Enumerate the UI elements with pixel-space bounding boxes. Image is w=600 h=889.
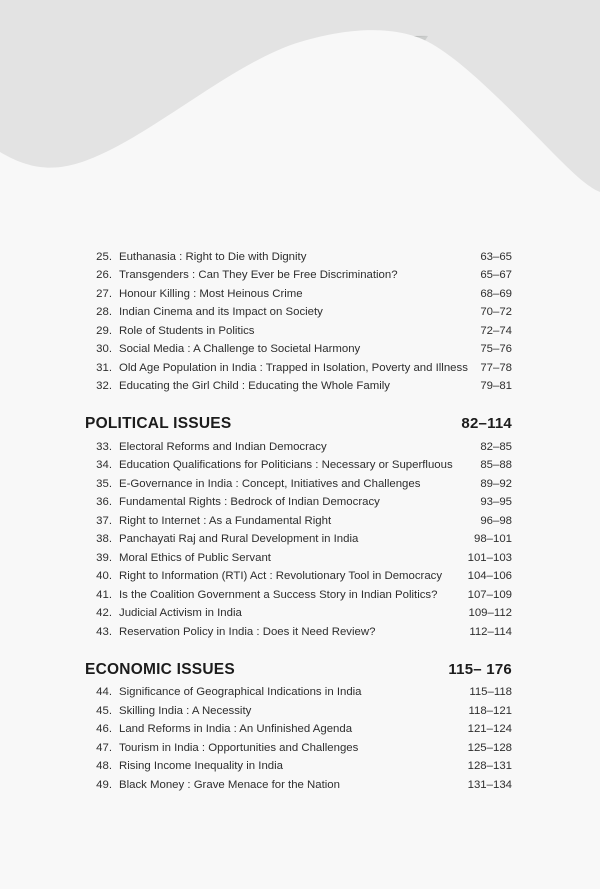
entry-title: Education Qualifications for Politicians : Necessary or Superfluous [119, 460, 453, 472]
toc-entry[interactable] [85, 605, 512, 624]
entry-page-range: 112–114 [469, 625, 512, 638]
entry-number: 49. [96, 778, 112, 791]
entry-title: Euthanasia : Right to Die with Dignity [119, 251, 307, 263]
entry-number: 29. [96, 324, 112, 337]
toc-entry[interactable] [85, 721, 512, 740]
entry-number: 43. [96, 625, 112, 638]
entry-title: Transgenders : Can They Ever be Free Discrimination? [119, 270, 398, 282]
table-of-contents [0, 248, 600, 795]
toc-entry[interactable] [85, 776, 512, 795]
entry-number: 25. [96, 250, 112, 263]
entry-title: Land Reforms in India : An Unfinished Agenda [119, 724, 353, 736]
entry-number: 41. [96, 588, 112, 601]
entry-title: Role of Students in Politics [119, 325, 255, 337]
entry-page-range: 121–124 [467, 723, 512, 736]
toc-section-economic-issues [85, 661, 512, 795]
entry-title: Social Media : A Challenge to Societal Harmony [119, 344, 361, 356]
toc-entry[interactable] [85, 623, 512, 642]
entry-number: 39. [96, 551, 112, 564]
toc-entry[interactable] [85, 438, 512, 457]
entry-number: 42. [96, 607, 112, 620]
entry-title: Significance of Geographical Indications in India [119, 687, 362, 699]
toc-entry[interactable] [85, 684, 512, 703]
entry-title: Electoral Reforms and Indian Democracy [119, 441, 327, 453]
toc-entry[interactable] [85, 568, 512, 587]
entry-page-range: 131–134 [467, 778, 512, 791]
toc-entry[interactable] [85, 378, 512, 397]
entry-page-range: 75–76 [480, 343, 512, 356]
entry-number: 46. [96, 723, 112, 736]
entry-number: 36. [96, 496, 112, 509]
toc-entry[interactable] [85, 702, 512, 721]
toc-entry[interactable] [85, 457, 512, 476]
entry-page-range: 70–72 [480, 306, 512, 319]
entry-page-range: 98–101 [473, 533, 512, 546]
toc-section-political-issues [85, 415, 512, 642]
entry-title: E-Governance in India : Concept, Initiatives and Challenges [119, 478, 421, 490]
entry-title: Educating the Girl Child : Educating the Whole Family [119, 381, 390, 393]
entry-title: Fundamental Rights : Bedrock of Indian Democracy [119, 497, 380, 509]
toc-entry[interactable] [85, 322, 512, 341]
entry-page-range: 109–112 [468, 607, 512, 620]
entry-page-range: 77–78 [480, 361, 512, 374]
entry-page-range: 65–67 [480, 269, 512, 282]
section-title: ECONOMIC ISSUES [85, 660, 235, 678]
entry-page-range: 89–92 [480, 477, 512, 490]
entry-page-range: 85–88 [480, 459, 512, 472]
entry-title: Reservation Policy in India : Does it Need Review? [119, 626, 376, 638]
entry-number: 34. [96, 459, 112, 472]
entry-title: Panchayati Raj and Rural Development in India [119, 534, 359, 546]
toc-entry[interactable] [85, 586, 512, 605]
entry-number: 28. [96, 306, 112, 319]
entry-number: 38. [96, 533, 112, 546]
entry-page-range: 63–65 [480, 250, 512, 263]
entry-title: Skilling India : A Necessity [119, 705, 252, 717]
entry-page-range: 125–128 [467, 741, 512, 754]
entry-number: 33. [96, 440, 112, 453]
section-title: POLITICAL ISSUES [85, 415, 232, 432]
toc-entry[interactable] [85, 304, 512, 323]
entry-page-range: 118–121 [468, 704, 512, 717]
entry-title: Right to Internet : As a Fundamental Right [119, 515, 332, 527]
entry-number: 44. [96, 686, 112, 699]
entry-page-range: 96–98 [480, 514, 512, 527]
entry-page-range: 115–118 [469, 686, 512, 699]
entry-page-range: 107–109 [467, 588, 512, 601]
entry-number: 26. [96, 269, 112, 282]
entry-number: 45. [96, 704, 112, 717]
header-decoration [0, 0, 600, 230]
entry-title: Honour Killing : Most Heinous Crime [119, 288, 303, 300]
section-header-economic-issues [85, 661, 512, 679]
toc-entry[interactable] [85, 531, 512, 550]
toc-entry[interactable] [85, 248, 512, 267]
toc-entry[interactable] [85, 267, 512, 286]
entry-title: Right to Information (RTI) Act : Revolutionary Tool in Democracy [119, 571, 443, 583]
entry-page-range: 82–85 [480, 440, 512, 453]
toc-entry[interactable] [85, 285, 512, 304]
section-page-range: 82–114 [461, 415, 512, 432]
toc-entry[interactable] [85, 341, 512, 360]
entry-page-range: 128–131 [467, 760, 512, 773]
section-header-political-issues [85, 415, 512, 433]
toc-entry[interactable] [85, 549, 512, 568]
entry-number: 48. [96, 760, 112, 773]
entry-number: 47. [96, 741, 112, 754]
toc-entry[interactable] [85, 758, 512, 777]
entry-title: Rising Income Inequality in India [119, 761, 283, 773]
entry-page-range: 79–81 [480, 380, 512, 393]
entry-title: Black Money : Grave Menace for the Nation [119, 779, 340, 791]
entry-title: Judicial Activism in India [119, 608, 242, 620]
entry-page-range: 93–95 [480, 496, 512, 509]
entry-title: Moral Ethics of Public Servant [119, 552, 271, 564]
entry-number: 37. [96, 514, 112, 527]
entry-title: Tourism in India : Opportunities and Challenges [119, 742, 359, 754]
entry-title: Old Age Population in India : Trapped in Isolation, Poverty and Illness [119, 362, 468, 374]
entry-title: Is the Coalition Government a Success Story in Indian Politics? [119, 589, 438, 601]
entry-page-range: 68–69 [480, 287, 512, 300]
entry-number: 30. [96, 343, 112, 356]
entry-number: 31. [96, 361, 112, 374]
entry-page-range: 72–74 [480, 324, 512, 337]
toc-entry[interactable] [85, 494, 512, 513]
entry-number: 32. [96, 380, 112, 393]
toc-section-social-issues-continued [85, 248, 512, 396]
toc-entry[interactable] [85, 359, 512, 378]
toc-entry[interactable] [85, 475, 512, 494]
section-page-range: 115– 176 [448, 660, 512, 678]
entry-page-range: 101–103 [467, 551, 512, 564]
entry-title: Indian Cinema and its Impact on Society [119, 307, 323, 319]
entry-number: 40. [96, 570, 112, 583]
toc-entry[interactable] [85, 739, 512, 758]
toc-entry[interactable] [85, 512, 512, 531]
entry-page-range: 104–106 [467, 570, 512, 583]
entry-number: 27. [96, 287, 112, 300]
entry-number: 35. [96, 477, 112, 490]
